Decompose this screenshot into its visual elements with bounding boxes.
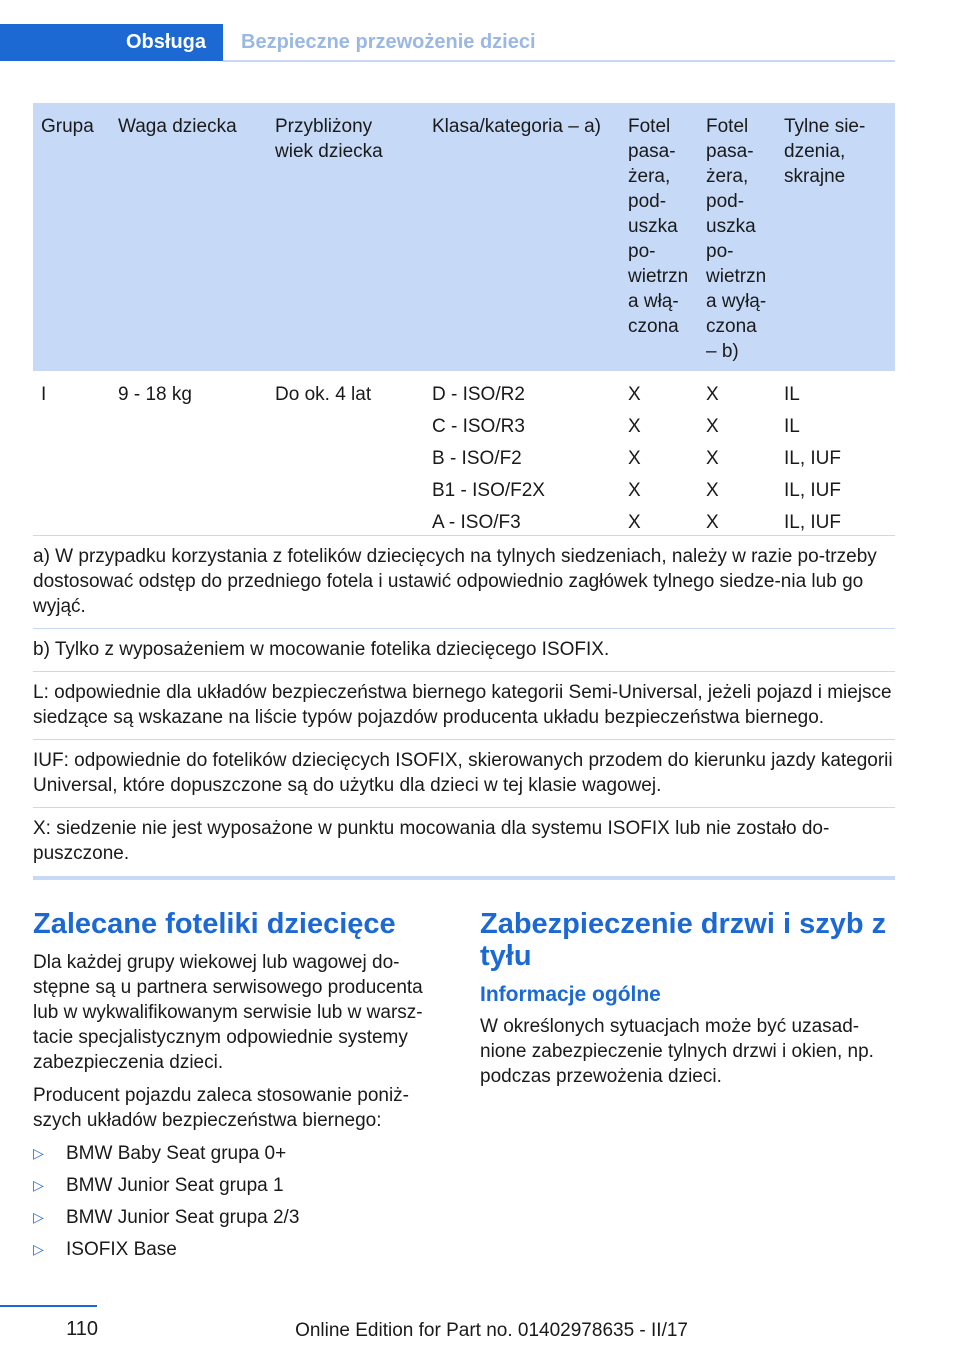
- paragraph: W określonych sytuacjach może być uzasad-nione zabezpieczenie tylnych drzwi i okien, np. podczas przewożenia dzieci.: [480, 1016, 874, 1087]
- triangle-bullet-icon: ▷: [33, 1145, 44, 1161]
- column-header-weight: Waga dziecka: [118, 116, 237, 137]
- table-row: [33, 371, 895, 536]
- rear-seat-value: IL, IUF: [784, 480, 842, 501]
- table-note: IUF: odpowiednie do fotelików dziecięcych ISOFIX, skierowanych przodem do kierunku jazdy kategorii Universal, które dopuszczone są do użytku dla dzieci w tej klasie wagowej.: [33, 740, 895, 808]
- cell-airbag-on: [628, 379, 641, 539]
- airbag-off-value: X: [706, 512, 719, 533]
- column-header-class: Klasa/kategoria – a): [432, 116, 601, 137]
- footer-rule: [0, 1305, 97, 1307]
- triangle-bullet-icon: ▷: [33, 1177, 44, 1193]
- edition-info: Online Edition for Part no. 01402978635 - II/17: [295, 1320, 688, 1341]
- airbag-on-value: X: [628, 512, 641, 533]
- cell-group: I: [41, 384, 47, 405]
- list-item-label: BMW Junior Seat grupa 1: [66, 1175, 284, 1196]
- right-column: [480, 908, 895, 1097]
- table-note: b) Tylko z wyposażeniem w mocowanie fotelika dziecięcego ISOFIX.: [33, 629, 895, 672]
- airbag-on-value: X: [628, 384, 641, 405]
- cell-weight: 9 - 18 kg: [118, 384, 192, 405]
- column-header-airbag-on: Fotel pasa- żera, pod- uszka po- wietrzn a włą- czona: [628, 116, 689, 337]
- column-header-age: Przybliżony wiek dziecka: [275, 116, 383, 162]
- section-heading: Zalecane foteliki dziecięce: [33, 908, 396, 940]
- section-heading: Zabezpieczenie drzwi i szyb z tyłu: [480, 908, 887, 972]
- subsection-heading: Informacje ogólne: [480, 983, 661, 1006]
- list-item: [33, 1205, 443, 1230]
- list-item-label: BMW Junior Seat grupa 2/3: [66, 1207, 300, 1228]
- cell-classes: [432, 379, 545, 539]
- cell-age: Do ok. 4 lat: [275, 384, 372, 405]
- rear-seat-value: IL, IUF: [784, 448, 842, 469]
- class-value: C - ISO/R3: [432, 416, 525, 437]
- left-column: [33, 908, 443, 1269]
- triangle-bullet-icon: ▷: [33, 1241, 44, 1257]
- airbag-on-value: X: [628, 448, 641, 469]
- page-header: [0, 24, 895, 62]
- list-item: [33, 1141, 443, 1166]
- table-note: X: siedzenie nie jest wyposażone w punktu mocowania dla systemu ISOFIX lub nie zostało do-puszczone.: [33, 818, 830, 864]
- airbag-on-value: X: [628, 416, 641, 437]
- column-header-rear-seats: Tylne sie- dzenia, skrajne: [784, 116, 866, 187]
- airbag-off-value: X: [706, 416, 719, 437]
- rear-seat-value: IL, IUF: [784, 512, 842, 533]
- table-bottom-rule: [33, 876, 895, 880]
- column-header-airbag-off: Fotel pasa- żera, pod- uszka po- wietrzn a wyłą- czona – b): [706, 116, 767, 362]
- cell-airbag-off: [706, 379, 719, 539]
- table-header: [33, 103, 895, 371]
- airbag-off-value: X: [706, 480, 719, 501]
- chapter-title[interactable]: Bezpieczne przewożenie dzieci: [241, 31, 536, 53]
- class-value: B - ISO/F2: [432, 448, 522, 469]
- class-value: D - ISO/R2: [432, 384, 525, 405]
- list-item: [33, 1237, 443, 1262]
- child-seat-table: [33, 103, 895, 880]
- list-item-label: BMW Baby Seat grupa 0+: [66, 1143, 287, 1164]
- table-note: L: odpowiednie dla układów bezpieczeństwa biernego kategorii Semi-Universal, jeżeli pojazd i miejsce siedzące są wskazane na liście typów pojazdów producenta układu bezpieczeństwa biernego.: [33, 672, 895, 740]
- cell-rear-seats: [784, 379, 841, 539]
- recommended-seats-list: [33, 1141, 443, 1262]
- triangle-bullet-icon: ▷: [33, 1209, 44, 1225]
- paragraph: Producent pojazdu zaleca stosowanie poniż-szych układów bezpieczeństwa biernego:: [33, 1085, 410, 1131]
- paragraph: Dla każdej grupy wiekowej lub wagowej do-stępne są u partnera serwisowego producenta lub w wykwalifikowanym serwisie lub w warsz-tacie specjalistycznym odpowiednie systemy zabezpieczenia dzieci.: [33, 952, 423, 1073]
- airbag-on-value: X: [628, 480, 641, 501]
- class-value: B1 - ISO/F2X: [432, 480, 545, 501]
- airbag-off-value: X: [706, 448, 719, 469]
- column-header-group: Grupa: [41, 116, 94, 137]
- section-tab[interactable]: Obsługa: [0, 24, 223, 61]
- airbag-off-value: X: [706, 384, 719, 405]
- page-number: 110: [66, 1318, 98, 1340]
- class-value: A - ISO/F3: [432, 512, 521, 533]
- list-item-label: ISOFIX Base: [66, 1239, 177, 1260]
- list-item: [33, 1173, 443, 1198]
- header-divider: [223, 60, 895, 62]
- rear-seat-value: IL: [784, 416, 800, 437]
- rear-seat-value: IL: [784, 384, 800, 405]
- table-note: a) W przypadku korzystania z fotelików dziecięcych na tylnych siedzeniach, należy w razie po-trzeby dostosować odstęp do przedniego fotela i ustawić odpowiednio zagłówek tylnego siedze-nia lub go wyjąć.: [33, 536, 895, 629]
